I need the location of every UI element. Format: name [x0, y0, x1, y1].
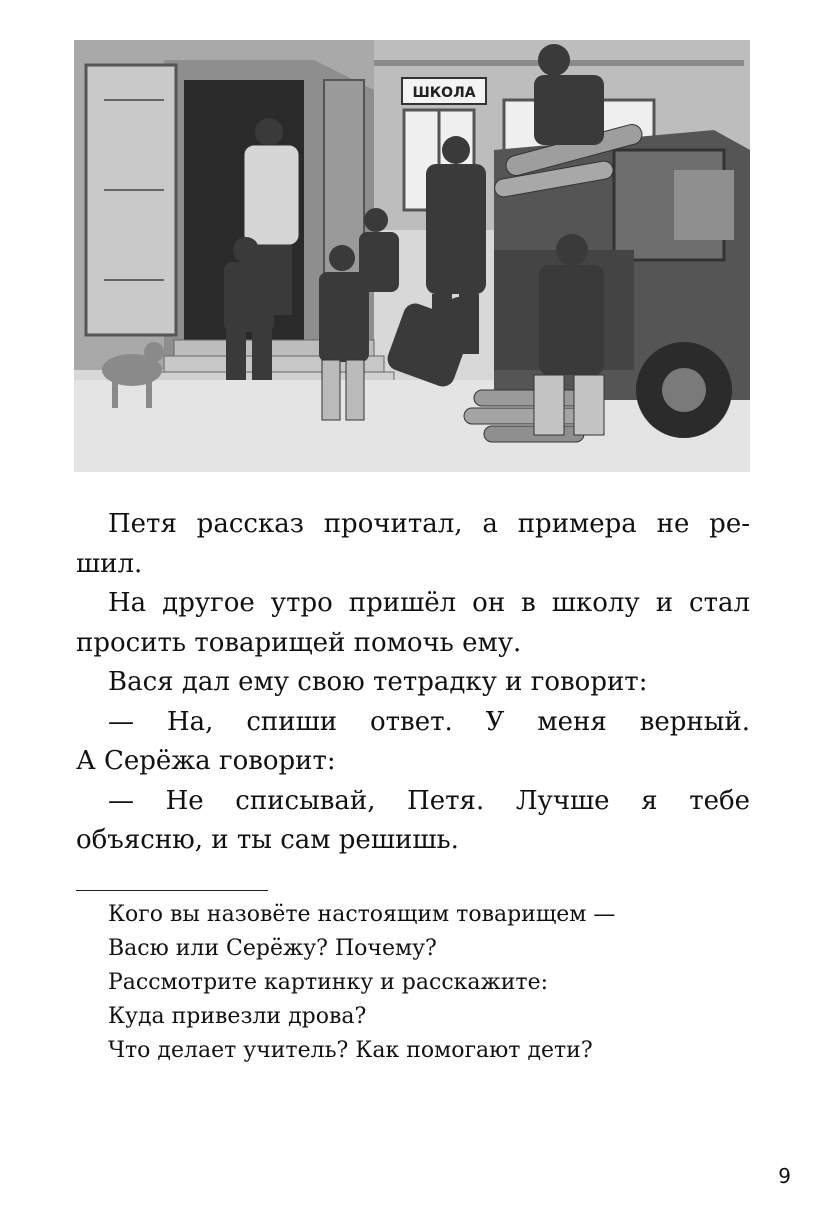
section-divider: [76, 890, 268, 891]
story-line: просить товарищей помочь ему.: [76, 627, 522, 658]
question-line: Кого вы назовёте настоящим товарищем —: [108, 902, 616, 927]
story-text: [76, 505, 750, 861]
story-line: А Серёжа говорит:: [76, 746, 336, 776]
story-line: шил.: [76, 548, 143, 579]
story-line: Петя рассказ прочитал, а примера не ре-: [108, 509, 750, 539]
question-line: Васю или Серёжу? Почему?: [108, 936, 437, 961]
page-number: 9: [778, 1164, 791, 1188]
illustration-drawing: [74, 40, 750, 472]
question-line: Куда привезли дрова?: [108, 1004, 367, 1029]
story-line: На другое утро пришёл он в школу и стал: [108, 588, 750, 618]
story-line: объясню, и ты сам решишь.: [76, 825, 459, 855]
story-line: Вася дал ему свою тетрадку и говорит:: [108, 667, 648, 697]
question-line: Что делает учитель? Как помогают дети?: [108, 1038, 593, 1063]
story-line: — На, спиши ответ. У меня верный.: [108, 706, 750, 737]
school-sign-text: ШКОЛА: [412, 85, 476, 101]
story-line: — Не списывай, Петя. Лучше я тебе: [108, 785, 750, 816]
question-line: Рассмотрите картинку и расскажите:: [108, 970, 549, 995]
illustration-school-firewood: [74, 40, 750, 472]
questions-block: [108, 898, 748, 1068]
